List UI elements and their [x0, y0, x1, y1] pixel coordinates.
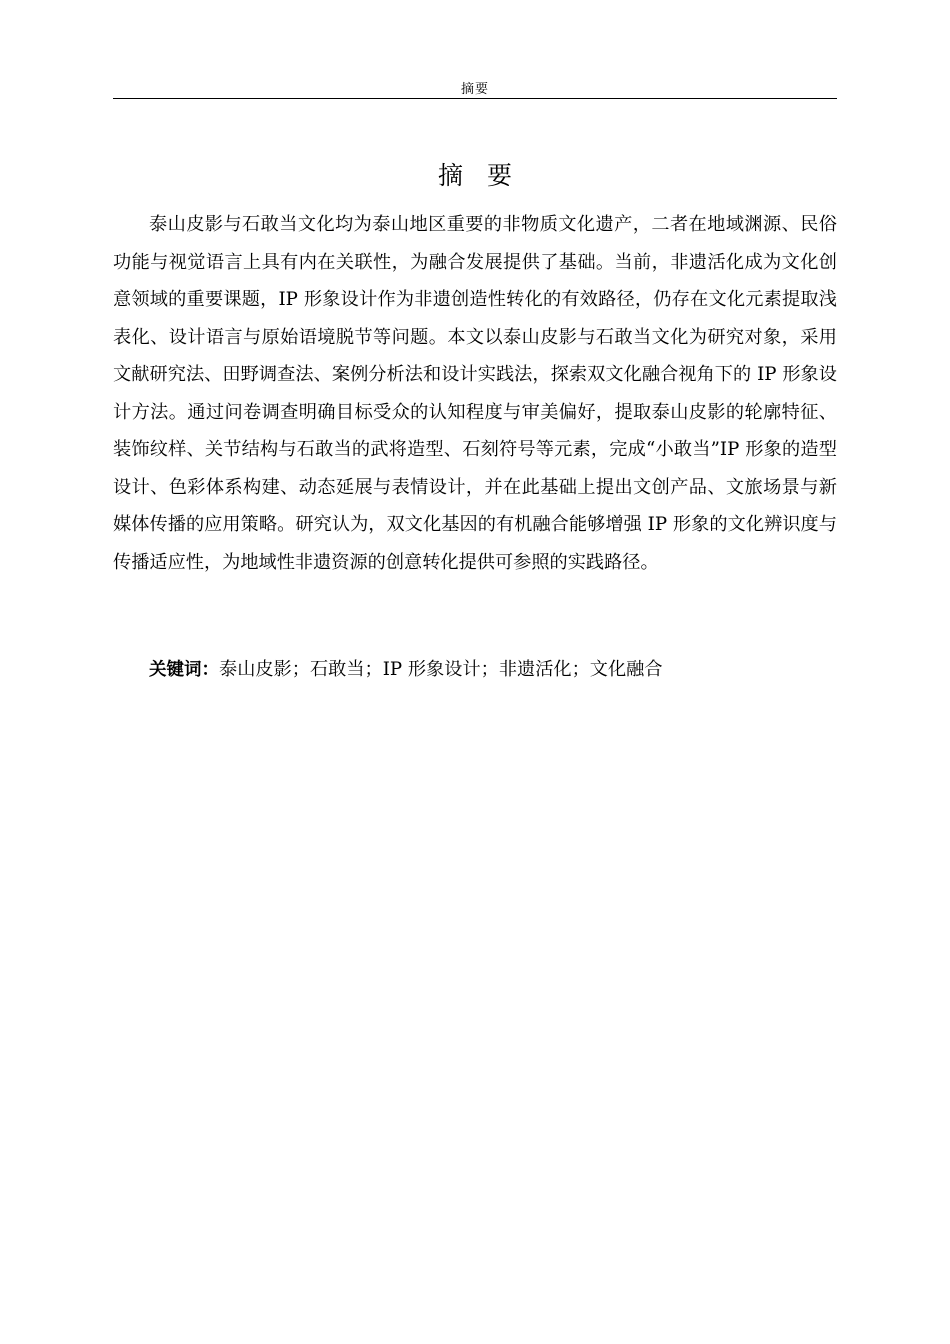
- page-title: 摘要: [437, 161, 536, 190]
- keywords-line: [149, 653, 837, 687]
- abstract-paragraph: 泰山皮影与石敢当文化均为泰山地区重要的非物质文化遗产，二者在地域渊源、民俗功能与视觉语言上具有内在关联性，为融合发展提供了基础。当前，非遗活化成为文化创意领域的重要课题，IP 形象设计作为非遗创造性转化的有效路径，仍存在文化元素提取浅表化、设计语言与原始语境脱节等问题。本文以泰山皮影与石敢当文化为研究对象，采用文献研究法、田野调查法、案例分析法和设计实践法，探索双文化融合视角下的 IP 形象设计方法。通过问卷调查明确目标受众的认知程度与审美偏好，提取泰山皮影的轮廓特征、装饰纹样、关节结构与石敢当的武将造型、石刻符号等元素，完成“小敢当”IP 形象的造型设计、色彩体系构建、动态延展与表情设计，并在此基础上提出文创产品、文旅场景与新媒体传播的应用策略。研究认为，双文化基因的有机融合能够增强 IP 形象的文化辨识度与传播适应性，为地域性非遗资源的创意转化提供可参照的实践路径。: [113, 214, 837, 573]
- keywords-text: 泰山皮影；石敢当；IP 形象设计；非遗活化；文化融合: [219, 659, 663, 680]
- header-rule: [113, 98, 837, 99]
- keywords-label: 关键词：: [149, 660, 219, 680]
- running-header: 摘要: [460, 82, 489, 97]
